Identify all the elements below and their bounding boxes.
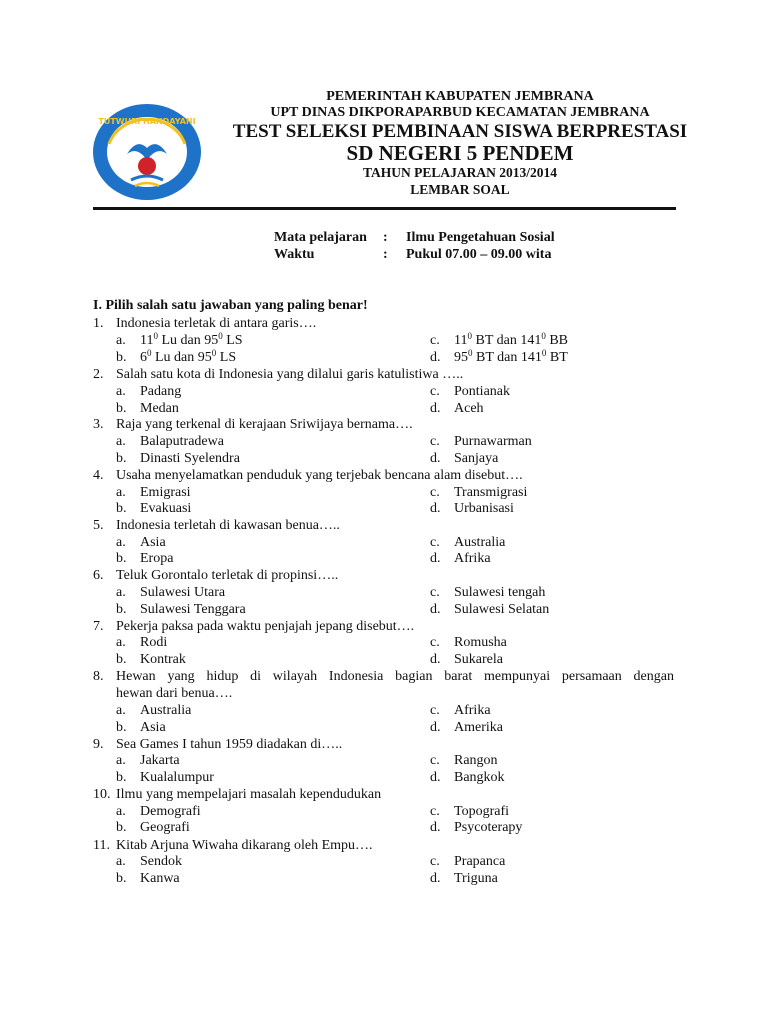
option-c [430,433,532,450]
option-value: Psycoterapy [454,820,523,835]
option-letter: b. [116,820,127,835]
option-value: Rangon [454,753,498,768]
option-value: Sendok [140,854,182,869]
option-d [430,769,505,786]
option-a [116,803,201,820]
option-a [116,584,225,601]
option-letter: a. [116,703,126,718]
option-letter: d. [430,551,441,566]
option-d [430,500,514,517]
option-value: Topografi [454,804,510,819]
option-value: Purnawarman [454,434,532,449]
option-value: 6 [140,350,147,365]
option-value: LS [222,333,243,348]
time-label: Waktu [274,247,315,262]
header-department: UPT DINAS DIKPORAPARBUD KECAMATAN JEMBRANA [270,105,650,120]
option-b [116,400,179,417]
tutwuri-handayani-logo [91,102,203,202]
option-a [116,853,182,870]
option-d [430,651,503,668]
option-letter: a. [116,635,126,650]
option-letter: b. [116,602,127,617]
option-value: Asia [140,535,166,550]
option-value: Asia [140,720,166,735]
option-c [430,383,510,400]
option-value: Kualalumpur [140,770,214,785]
option-a [116,634,167,651]
option-b [116,819,190,836]
question-number: 4. [93,468,104,483]
question-text: Indonesia terletah di kawasan benua….. [116,518,340,533]
degree-sup: 0 [541,348,547,358]
option-letter: c. [430,635,440,650]
option-b [116,651,186,668]
option-letter: c. [430,854,440,869]
degree-sup: 0 [147,348,152,358]
option-c [430,484,527,501]
option-value: BB [545,333,569,348]
option-letter: b. [116,871,127,886]
option-b [116,769,214,786]
option-c [430,752,498,769]
option-letter: c. [430,804,440,819]
time-colon: : [383,247,388,262]
option-d [430,719,503,736]
option-c [430,332,568,349]
option-value: Australia [454,535,506,550]
degree-sup: 0 [468,348,473,358]
option-letter: d. [430,401,441,416]
option-c [430,584,545,601]
option-a [116,383,181,400]
option-d [430,400,484,417]
option-letter: d. [430,602,441,617]
section-instruction: I. Pilih salah satu jawaban yang paling benar! [93,298,368,313]
option-value: Kontrak [140,652,186,667]
option-value: LS [216,350,237,365]
option-a [116,332,243,349]
option-value: Padang [140,384,182,399]
option-b [116,500,191,517]
option-value: Lu dan 95 [151,350,212,365]
option-letter: a. [116,753,126,768]
option-b [116,349,236,366]
option-value: Kanwa [140,871,180,886]
option-letter: b. [116,551,127,566]
option-value: BT dan 141 [472,350,542,365]
degree-sup: 0 [541,331,546,341]
degree-sup: 0 [467,331,472,341]
option-value: Rodi [140,635,168,650]
time-value: Pukul 07.00 – 09.00 wita [406,247,552,262]
option-value: Sulawesi Utara [140,585,226,600]
option-value: 11 [454,333,468,348]
option-value: Afrika [454,551,491,566]
option-letter: c. [430,753,440,768]
option-value: Evakuasi [140,501,192,516]
header-year: TAHUN PELAJARAN 2013/2014 [362,165,557,180]
degree-sup: 0 [153,331,158,341]
option-value: Urbanisasi [454,501,514,516]
option-letter: d. [430,770,441,785]
option-value: Jakarta [140,753,180,768]
option-value: Triguna [454,871,498,886]
option-letter: c. [430,333,440,348]
option-value: Amerika [454,720,503,735]
option-value: Dinasti Syelendra [140,451,240,466]
option-letter: c. [430,535,440,550]
question-text: Usaha menyelamatkan penduduk yang terjebak bencana alam disebut…. [116,468,523,483]
option-value: BT dan 141 [471,333,542,348]
option-letter: d. [430,652,441,667]
option-letter: a. [116,384,126,399]
question-number: 8. [93,669,104,684]
option-letter: c. [430,384,440,399]
degree-sup: 0 [211,348,217,358]
option-value: Demografi [140,804,201,819]
subject-label: Mata pelajaran [274,230,367,245]
option-value: Australia [140,703,192,718]
question-number: 2. [93,367,104,382]
question-number: 1. [93,316,104,331]
question-text: Teluk Gorontalo terletak di propinsi….. [116,568,339,583]
option-b [116,450,240,467]
option-c [430,534,505,551]
option-value: Geografi [140,820,190,835]
option-a [116,433,224,450]
option-value: Prapanca [454,854,506,869]
option-letter: a. [116,535,126,550]
question-number: 5. [93,518,104,533]
header-divider [93,207,676,210]
option-value: Sukarela [454,652,503,667]
header-school: SD NEGERI 5 PENDEM [346,141,574,165]
option-b [116,870,180,887]
option-value: Pontianak [454,384,510,399]
option-value: Bangkok [454,770,505,785]
option-value: Eropa [140,551,174,566]
option-value: Medan [140,401,179,416]
option-letter: a. [116,333,126,348]
question-text: Ilmu yang mempelajari masalah kependudukan [116,787,382,802]
option-letter: a. [116,854,126,869]
option-value: Sanjaya [454,451,499,466]
option-value: BT [546,350,568,365]
header-sheet: LEMBAR SOAL [410,182,510,197]
option-b [116,719,166,736]
subject-value: Ilmu Pengetahuan Sosial [406,230,555,245]
option-c [430,853,505,870]
option-a [116,752,180,769]
option-letter: b. [116,770,127,785]
option-letter: a. [116,804,126,819]
question-text: Raja yang terkenal di kerajaan Sriwijaya bernama…. [116,417,413,432]
question-text: Indonesia terletak di antara garis…. [116,316,317,331]
question-number: 3. [93,417,104,432]
question-text-continued: hewan dari benua…. [116,686,233,701]
question-text: Kitab Arjuna Wiwaha dikarang oleh Empu…. [116,838,373,853]
option-letter: a. [116,434,126,449]
option-value: Afrika [454,703,491,718]
option-letter: c. [430,485,440,500]
option-b [116,601,246,618]
option-a [116,484,191,501]
option-value: 11 [140,333,154,348]
header-test-title: TEST SELEKSI PEMBINAAN SISWA BERPRESTASI [232,121,688,142]
option-c [430,702,491,719]
option-d [430,601,549,618]
option-d [430,550,491,567]
option-d [430,349,568,366]
option-value: Transmigrasi [454,485,528,500]
option-letter: b. [116,451,127,466]
option-letter: b. [116,652,127,667]
option-d [430,819,522,836]
option-c [430,634,507,651]
question-text: Hewan yang hidup di wilayah Indonesia bagian barat mempunyai persamaan dengan [116,669,674,684]
option-value: Lu dan 95 [157,333,219,348]
option-letter: a. [116,585,126,600]
question-number: 7. [93,619,104,634]
option-value: Romusha [454,635,507,650]
option-b [116,550,173,567]
header-government: PEMERINTAH KABUPATEN JEMBRANA [326,89,594,104]
option-value: Sulawesi Tenggara [140,602,246,617]
degree-sup: 0 [218,331,223,341]
question-text: Sea Games I tahun 1959 diadakan di….. [116,737,343,752]
option-a [116,534,166,551]
option-value: Emigrasi [140,485,191,500]
option-letter: c. [430,434,440,449]
option-value: Sulawesi tengah [454,585,546,600]
option-letter: d. [430,350,441,365]
option-letter: b. [116,501,127,516]
option-letter: c. [430,585,440,600]
option-letter: b. [116,720,127,735]
logo-text: TUTWURI HANDAYANI [98,117,196,126]
option-a [116,702,191,719]
option-value: Aceh [454,401,484,416]
option-letter: d. [430,720,441,735]
option-letter: d. [430,501,441,516]
option-d [430,450,498,467]
question-text: Pekerja paksa pada waktu penjajah jepang disebut…. [116,619,415,634]
subject-colon: : [383,230,388,245]
option-letter: b. [116,401,127,416]
question-number: 11. [93,838,110,853]
option-value: 95 [454,350,468,365]
option-letter: d. [430,820,441,835]
option-c [430,803,509,820]
question-number: 10. [93,787,111,802]
option-value: Balaputradewa [140,434,224,449]
option-letter: d. [430,451,441,466]
option-letter: d. [430,871,441,886]
question-number: 6. [93,568,104,583]
option-letter: b. [116,350,127,365]
question-number: 9. [93,737,104,752]
option-value: Sulawesi Selatan [454,602,550,617]
option-letter: a. [116,485,126,500]
option-d [430,870,498,887]
option-letter: c. [430,703,440,718]
question-text: Salah satu kota di Indonesia yang dilalui garis katulistiwa ….. [116,367,464,382]
